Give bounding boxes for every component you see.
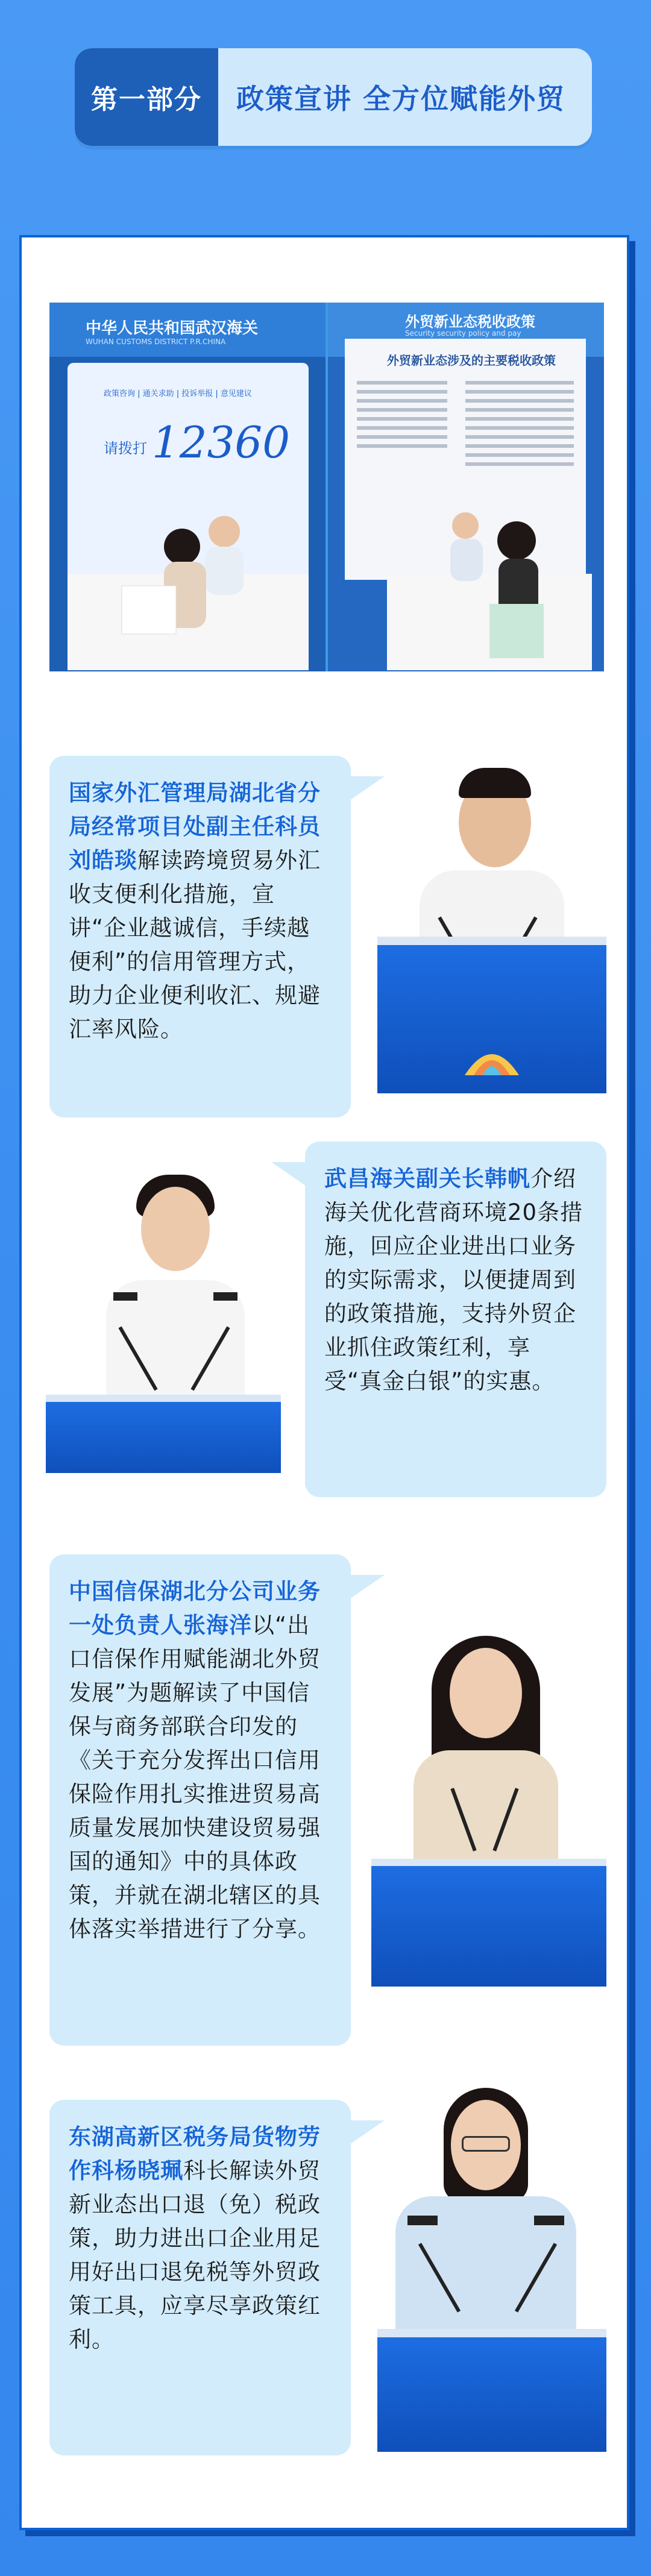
booth-sign-right-en: Security security policy and pay [405,329,521,338]
hotline-prefix: 请拨打 [104,440,147,457]
content-card [19,235,629,2530]
speaker-text-2: 介绍海关优化营商环境20条措施，回应企业进出口业务的实际需求，以便捷周到的政策措施，支持外贸企业抓住政策红利，享受“真金白银”的实惠。 [324,1166,583,1394]
speaker-text-3: 以“出口信保作用赋能湖北外贸发展”为题解读了中国信保与商务部联合印发的《关于充分发挥出口信用保险作用扎实推进贸易高质量发展加快建设贸易强国的通知》中的具体政策，并就在湖北辖区的具体落实举措进行了分享。 [69,1612,321,1942]
speaker-name-4: 东湖高新区税务局货物劳作科杨晓珮 [69,2124,321,2184]
booth-sign-left: 中华人民共和国武汉海关 [86,319,259,338]
section-label: 第一部分 [75,48,218,146]
speaker-photo-1 [359,720,612,1093]
policy-board-title: 外贸新业态涉及的主要税收政策 [387,353,556,368]
section-title: 政策宣讲 全方位赋能外贸 [236,83,566,115]
bubble-tail-3 [350,1575,385,1599]
speaker-block-4 [49,2100,351,2455]
hotline-number: 12360 [152,417,291,468]
event-photo [49,303,604,671]
speaker-name-2: 武昌海关副关长韩帆 [324,1166,530,1192]
speaker-block-1 [49,756,351,1117]
hotline-tags: 政策咨询 | 通关求助 | 投诉举报 | 意见建议 [104,389,252,398]
speaker-name-3: 中国信保湖北分公司业务一处负责人张海洋 [69,1579,321,1638]
booth-sign-left-en: WUHAN CUSTOMS DISTRICT P.R.CHINA [86,338,226,346]
speaker-photo-4 [359,2076,612,2461]
speaker-photo-2 [46,1142,299,1473]
speaker-text-4: 科长解读外贸新业态出口退（免）税政策，助力进出口企业用足用好出口退免税等外贸政策工具，应享尽享政策红利。 [69,2158,321,2352]
section-header [75,48,592,146]
speaker-block-2 [305,1142,606,1497]
speaker-text-1: 解读跨境贸易外汇收支便利化措施，宣讲“企业越诚信，手续越便利”的信用管理方式，助力企业便利收汇、规避汇率风险。 [69,847,321,1042]
speaker-block-3 [49,1554,351,2046]
speaker-name-1: 国家外汇管理局湖北省分局经常项目处副主任科员刘皓琰 [69,780,321,873]
speaker-photo-3 [359,1624,612,1997]
booth-sign-right: 外贸新业态税收政策 [405,313,535,330]
bubble-tail-2 [271,1162,306,1186]
